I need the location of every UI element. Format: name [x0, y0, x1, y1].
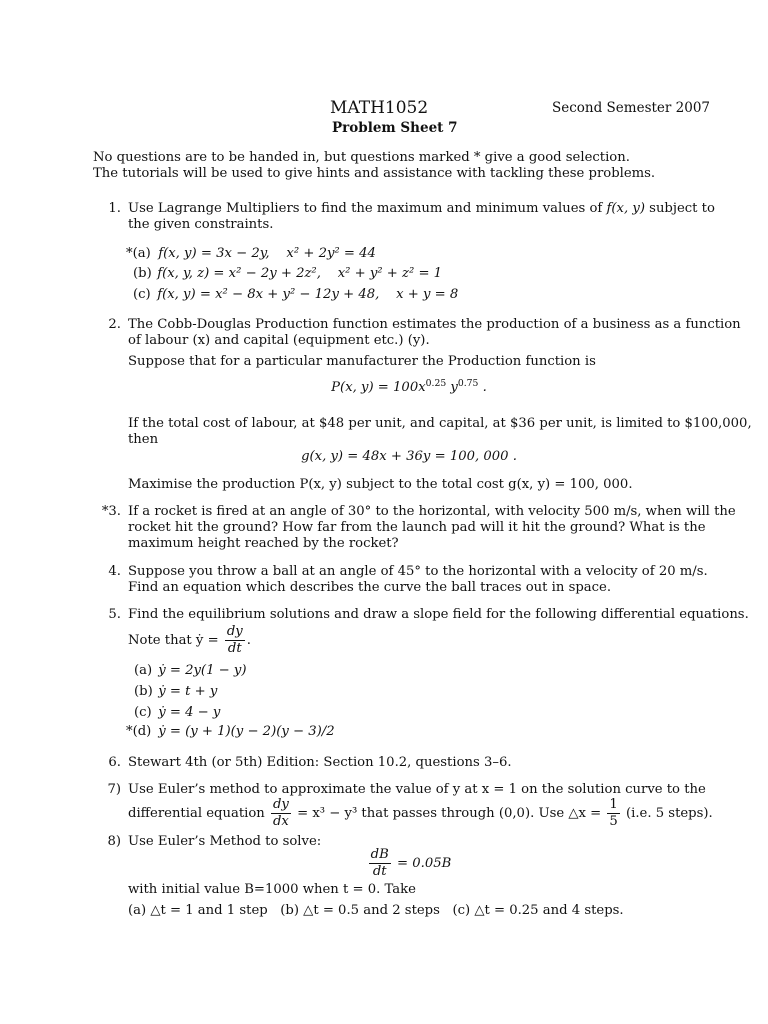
q2-body-2 [128, 416, 752, 448]
q1-number: 1. [108, 201, 121, 216]
q8-dB-dt-fraction: $\frac{dB}{dt}$ [370, 847, 389, 879]
q5-part-b: (b) ẏ = t + y [134, 684, 218, 699]
q5-derivative-fraction: $\frac{dy}{dt}$ [226, 624, 243, 656]
q1-line-2: the given constraints. [128, 217, 274, 233]
q2-production-equation: P(x, $y) = 100x^{0.25}$ $y^{0.75}$ . [331, 377, 487, 395]
q7-dy-dx-fraction: $\frac{dy}{dx}$ [272, 797, 289, 829]
q4-body [128, 564, 708, 596]
q8-line-1: Use Euler’s Method to solve: [128, 834, 322, 849]
exponent: 0.75 [457, 377, 479, 389]
q2-line-2: of labour (x) and capital (equipment etc.) (y). [128, 333, 430, 349]
q6-line-1: Stewart 4th (or 5th) Edition: Section 10.2, questions 3–6. [128, 755, 512, 770]
semester-label: Second Semester 2007 [552, 100, 711, 116]
q8-line-2: with initial value B=1000 when t = 0. Take [128, 882, 416, 897]
q2-body-3 [128, 477, 690, 493]
q3-line-1: If a rocket is fired at an angle of 30° to the horizontal, with velocity 500 m/s, when will the [128, 504, 736, 519]
q5-part-a: (a) ẏ = 2y(1 − y) [134, 663, 247, 678]
q1-part-a: *(a) f(x, y) = 3x − 2y, x² + 2y² = 44 [126, 246, 376, 261]
q2-cost-equation: g(x, y) = 48x + 36y = 100, 000 . [301, 449, 517, 464]
intro-line-2: The tutorials will be used to give hints and assistance with tackling these problems. [93, 166, 656, 182]
q2-line-1: The Cobb-Douglas Production function estimates the production of a business as a function [128, 317, 741, 332]
q3-line-3: maximum height reached by the rocket? [128, 536, 399, 552]
q5-part-d: *(d) ẏ = (y + 1)(y − 2)(y − 3)/2 [126, 724, 335, 739]
q7-step-fraction: $\frac{1}{5}$ [609, 797, 618, 829]
q7-number: 7) [107, 782, 121, 797]
exponent: 0.25 [425, 377, 447, 389]
q5-note: Note that ẏ = $\frac{dy}{dt}$ . [128, 624, 251, 656]
intro-text [93, 150, 693, 182]
course-code: MATH1052 [330, 98, 429, 118]
q7-line-1: Use Euler’s method to approximate the value of y at x = 1 on the solution curve to the [128, 782, 706, 797]
q5-part-c: (c) ẏ = 4 − y [134, 705, 221, 720]
q1-line-1: Use Lagrange Multipliers to find the maximum and minimum values of f(x, y) subject to [128, 201, 715, 216]
q4-number: 4. [108, 564, 121, 579]
q8-number: 8) [107, 834, 121, 849]
q7-line-2: differential equation $\frac{dy}{dx}$ = x³ − y³ that passes through (0,0). Use △x = $\frac{1}{5}$ (i.e. 5 steps). [128, 797, 713, 829]
sheet-title: Problem Sheet 7 [332, 120, 458, 136]
q2-line-4: If the total cost of labour, at $48 per unit, and capital, at $36 per unit, is limited to $100,000, [128, 416, 752, 431]
q4-line-2: Find an equation which describes the curve the ball traces out in space. [128, 580, 612, 596]
q5-body [128, 607, 749, 656]
q7-body [128, 782, 713, 829]
q2-number: 2. [108, 317, 121, 332]
q2-body [128, 317, 741, 370]
q1-part-b: (b) f(x, y, z) = x² − 2y + 2z², x² + y² + z² = 1 [133, 266, 443, 281]
q6-body [128, 755, 690, 771]
q4-line-1: Suppose you throw a ball at an angle of 45° to the horizontal with a velocity of 20 m/s. [128, 564, 708, 579]
q5-number: 5. [108, 607, 121, 622]
q2-line-5: then [128, 432, 159, 448]
q3-line-2: rocket hit the ground? How far from the launch pad will it hit the ground? What is the [128, 520, 706, 536]
q8-equation: $\frac{dB}{dt}$ = 0.05B [370, 847, 452, 879]
q3-number: *3. [101, 504, 121, 519]
q8-line-3: (a) △t = 1 and 1 step (b) △t = 0.5 and 2 steps (c) △t = 0.25 and 4 steps. [128, 903, 624, 919]
q2-line-6: Maximise the production P(x, y) subject to the total cost g(x, y) = 100, 000. [128, 477, 633, 492]
q3-body [128, 504, 736, 552]
q6-number: 6. [108, 755, 121, 770]
q1-body [128, 201, 715, 233]
intro-line-1: No questions are to be handed in, but questions marked * give a good selection. [93, 150, 630, 165]
q2-line-3: Suppose that for a particular manufacturer the Production function is [128, 354, 596, 370]
q5-line-1: Find the equilibrium solutions and draw a slope field for the following differential equations. [128, 607, 749, 622]
q1-part-c: (c) f(x, y) = x² − 8x + y² − 12y + 48, x + y = 8 [133, 287, 459, 302]
q8-body-2 [128, 882, 690, 919]
